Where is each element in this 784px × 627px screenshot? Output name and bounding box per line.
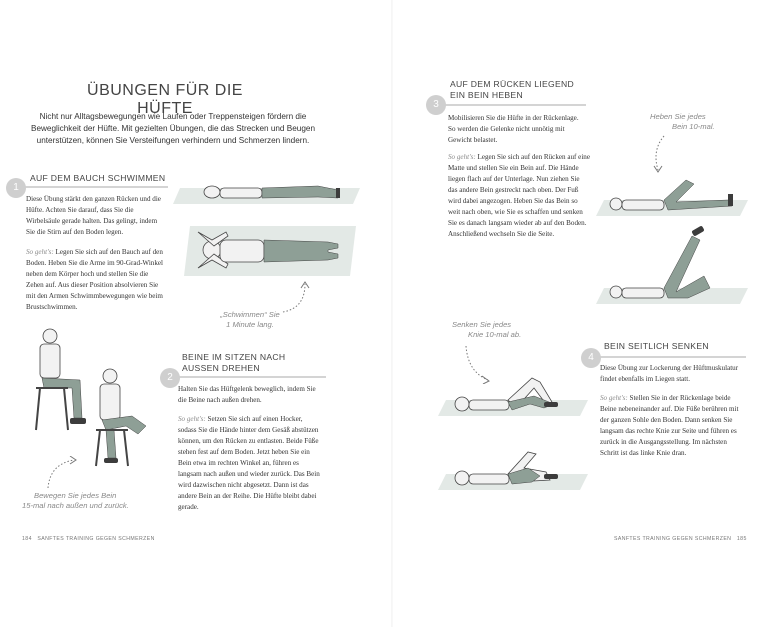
howto-label: So geht's: <box>178 415 206 423</box>
caption-line: Senken Sie jedes <box>452 320 512 329</box>
person-torso <box>469 474 509 484</box>
person-feet <box>544 474 558 479</box>
caption-line: Bewegen Sie jedes Bein <box>34 491 117 500</box>
person-head <box>43 329 57 343</box>
section-rule <box>436 104 586 106</box>
dotted-arrow <box>44 456 84 492</box>
person-head <box>455 397 469 411</box>
person-head <box>610 198 622 210</box>
person-feet <box>70 418 86 424</box>
running-title: SANFTES TRAINING GEGEN SCHMERZEN <box>37 536 155 542</box>
howto-label: So geht's: <box>26 248 54 256</box>
person-head <box>103 369 117 383</box>
dotted-arrow <box>648 134 678 174</box>
person-legs <box>262 186 338 198</box>
person-leg-down <box>106 430 116 458</box>
exercise1-caption <box>205 310 295 330</box>
step-badge-1: 1 <box>6 178 26 198</box>
person-feet <box>544 402 558 407</box>
exercise1-text: Diese Übung stärkt den ganzen Rücken und die Hüfte. Achten Sie darauf, dass Sie die Wirbelsäule gerade halten. Das gelingt, indem Sie die Stirn auf den Boden legen. <box>26 195 161 236</box>
person-legs <box>664 180 732 210</box>
person-legs <box>42 378 82 418</box>
howto-text: Legen Sie sich auf den Bauch auf den Boden. Heben Sie die Arme im 90-Grad-Winkel neben dem Körper hoch und stellen Sie die Zehen auf. Aus dieser Position absolvieren Sie mit den Armen Schwimmbewegungen wie beim Brustschwimmen. <box>26 248 164 311</box>
running-title: SANFTES TRAINING GEGEN SCHMERZEN <box>614 536 732 542</box>
exercise3-caption <box>650 112 730 132</box>
section-rule <box>176 376 326 378</box>
heading-line: BEINE IM SITZEN NACH <box>182 352 286 362</box>
knee-drop-illustration <box>436 370 592 495</box>
exercise2-howto <box>178 414 320 513</box>
stool <box>36 388 68 430</box>
page-gutter <box>391 0 393 627</box>
person-torso <box>40 344 60 378</box>
caption-line: „Schwimmen“ Sie <box>220 310 280 319</box>
swimming-illustration <box>168 170 368 280</box>
caption-line: Bein 10-mal. <box>672 122 715 131</box>
exercise3-text: Mobilisieren Sie die Hüfte in der Rückenlage. So werden die Gelenke nicht unnötig mit Gewicht belastet. <box>448 114 579 144</box>
howto-label: So geht's: <box>600 394 628 402</box>
person-back <box>220 240 264 262</box>
page-title: ÜBUNGEN FÜR DIE HÜFTE <box>87 82 243 117</box>
person-feet <box>336 188 340 198</box>
heading-line: AUF DEM RÜCKEN LIEGEND <box>450 79 575 89</box>
step-badge-2: 2 <box>160 368 180 388</box>
seated-rotation-illustration <box>28 326 158 476</box>
person-head <box>204 186 220 198</box>
exercise4-howto <box>600 393 742 459</box>
caption-line: 1 Minute lang. <box>226 320 274 329</box>
exercise1-heading: AUF DEM BAUCH SCHWIMMEN <box>30 173 166 183</box>
person-torso <box>469 400 509 410</box>
person-feet <box>691 225 704 236</box>
howto-text: Stellen Sie in der Rückenlage beide Beine nebeneinander auf. Die Füße berühren mit der ganzen Sohle den Boden. Dann senken Sie langsam das rechte Knie zur Seite und führen es zurück in die Ausgangsstellung. Im nächsten Schritt ist das linke Knie dran. <box>600 394 739 457</box>
exercise1-howto <box>26 247 166 313</box>
person-legs-top <box>264 240 338 262</box>
step-badge-4: 4 <box>581 348 601 368</box>
caption-line: Heben Sie jedes <box>650 112 706 121</box>
howto-text: Legen Sie sich auf den Rücken auf eine Matte und stellen Sie ein Bein auf. Die Hände liegen flach auf der Unterlage. Nun ziehen Sie das andere Bein gestreckt nach oben. Der Fuß wird dabei angezogen. Heben Sie das Bein so weit nach oben, wie Sie es schaffen und senken Sie es danach langsam wieder ab auf den Boden. Anschließend wechseln Sie die Seite. <box>448 153 590 238</box>
person-head <box>610 286 622 298</box>
exercise3-heading <box>450 79 574 101</box>
person-feet <box>728 194 733 206</box>
howto-text: Setzen Sie sich auf einen Hocker, sodass Sie die Hände hinter dem Gesäß abstützen können, um den Rücken zu entlasten. Beide Füße stehen fest auf dem Boden. Jetzt heben Sie ein Bein etwa im rechten Winkel an, führen es langsam nach außen und wieder zurück. Das Bein wird dazwischen nicht abgesetzt. Dann ist das andere Bein an der Reihe. Die Hüfte bleibt dabei gerade. <box>178 415 320 511</box>
footer-left <box>22 536 155 542</box>
person-torso <box>220 188 262 198</box>
caption-line: 15-mal nach außen und zurück. <box>22 501 129 510</box>
leg-raise-illustration <box>592 170 752 310</box>
exercise2-heading <box>182 352 285 374</box>
exercise4-caption <box>452 320 542 340</box>
heading-line: EIN BEIN HEBEN <box>450 90 523 100</box>
section-rule <box>18 186 168 188</box>
exercise4-heading: BEIN SEITLICH SENKEN <box>604 341 709 351</box>
intro-text: Nicht nur Alltagsbewegungen wie Laufen oder Treppensteigen fördern die Beweglichkeit der Hüfte. Mit gezielten Übungen, die das Strecken und Beugen unterstützen, können Sie Versteifungen verhindern und Schmerzen lindern. <box>30 112 315 145</box>
person-legs <box>664 236 710 298</box>
person-torso <box>622 200 664 210</box>
howto-label: So geht's: <box>448 153 476 161</box>
exercise2-text: Halten Sie das Hüftgelenk beweglich, indem Sie die Beine nach außen drehen. <box>178 385 316 404</box>
exercise4-text: Diese Übung zur Lockerung der Hüftmuskulatur findet ebenfalls im Liegen statt. <box>600 364 739 383</box>
heading-line: AUSSEN DREHEN <box>182 363 260 373</box>
caption-line: Knie 10-mal ab. <box>468 330 522 339</box>
page-number: 185 <box>736 536 747 542</box>
person-torso <box>100 384 120 420</box>
footer-right <box>614 536 747 542</box>
page-number: 184 <box>22 536 32 542</box>
person-head <box>455 471 469 485</box>
person-feet <box>104 458 118 463</box>
exercise3-howto <box>448 152 590 240</box>
step-badge-3: 3 <box>426 95 446 115</box>
exercise2-caption <box>22 491 172 511</box>
person-torso <box>622 288 664 298</box>
section-rule <box>594 356 746 358</box>
